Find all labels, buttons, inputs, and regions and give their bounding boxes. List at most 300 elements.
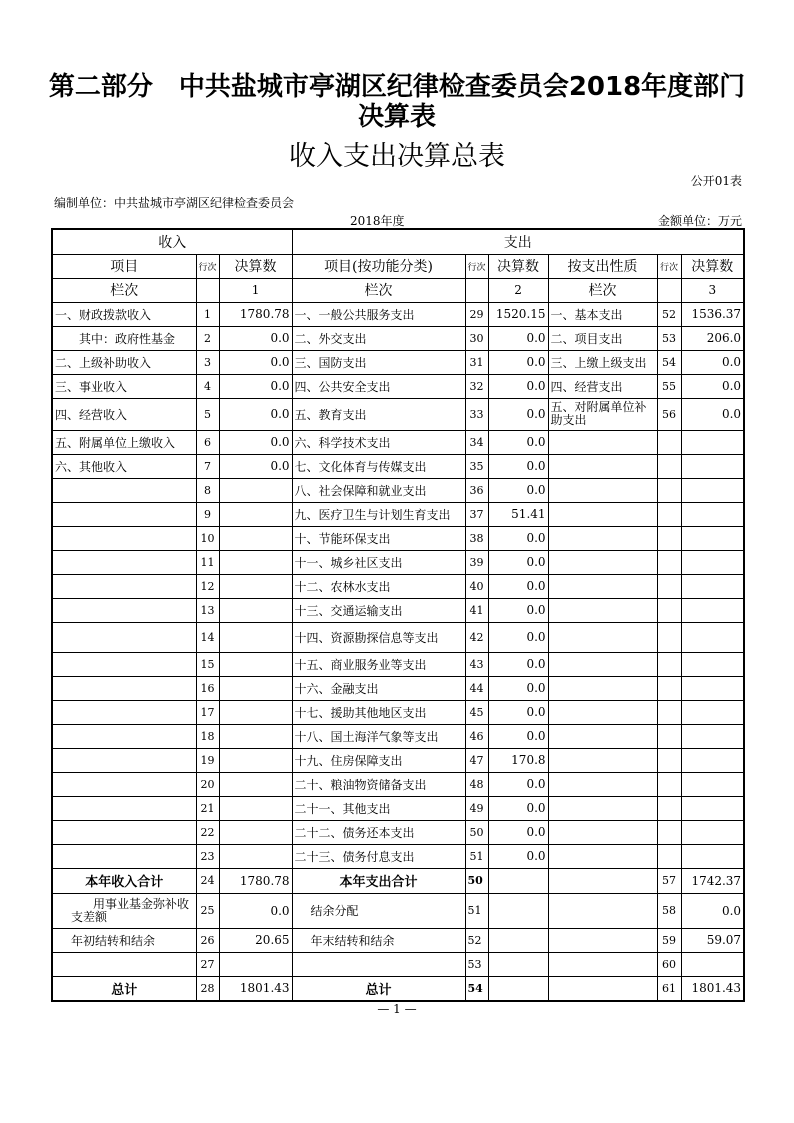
nature-amount: 0.0 <box>681 350 744 374</box>
table-row <box>52 700 744 724</box>
expense-item: 六、科学技术支出 <box>292 430 465 454</box>
income-row-no: 16 <box>196 676 219 700</box>
income-row-no: 26 <box>196 928 219 952</box>
income-amount <box>219 844 292 868</box>
nature-amount: 0.0 <box>681 893 744 928</box>
header-by-nature: 按支出性质 <box>548 254 657 278</box>
nature-item <box>548 550 657 574</box>
nature-amount <box>681 550 744 574</box>
nature-row-no: 52 <box>657 302 681 326</box>
income-item: 年初结转和结余 <box>52 928 196 952</box>
income-amount <box>219 550 292 574</box>
expense-row-no: 43 <box>465 652 488 676</box>
nature-amount <box>681 724 744 748</box>
table-title: 收入支出决算总表 <box>289 141 505 172</box>
income-item: 其中：政府性基金 <box>52 326 196 350</box>
nature-item <box>548 700 657 724</box>
nature-amount: 1801.43 <box>681 976 744 1001</box>
nature-item <box>548 724 657 748</box>
expense-item: 五、教育支出 <box>292 398 465 430</box>
expense-row-no: 30 <box>465 326 488 350</box>
expense-row-no: 53 <box>465 952 488 976</box>
expense-row-no: 36 <box>465 478 488 502</box>
income-amount <box>219 526 292 550</box>
table-row <box>52 478 744 502</box>
expense-amount: 0.0 <box>488 820 548 844</box>
table-row <box>52 430 744 454</box>
nature-item <box>548 574 657 598</box>
income-amount <box>219 676 292 700</box>
income-row-no: 12 <box>196 574 219 598</box>
nature-amount <box>681 844 744 868</box>
income-amount <box>219 772 292 796</box>
expense-item: 结余分配 <box>292 893 465 928</box>
expense-amount: 0.0 <box>488 844 548 868</box>
nature-row-no: 54 <box>657 350 681 374</box>
expense-row-no: 33 <box>465 398 488 430</box>
nature-row-no <box>657 796 681 820</box>
page-number: — 1 — <box>377 1002 417 1016</box>
nature-amount: 1536.37 <box>681 302 744 326</box>
income-amount <box>219 652 292 676</box>
nature-row-no <box>657 526 681 550</box>
nature-row-no <box>657 550 681 574</box>
nature-item <box>548 952 657 976</box>
nature-amount <box>681 700 744 724</box>
expense-row-no: 45 <box>465 700 488 724</box>
income-item <box>52 550 196 574</box>
expense-amount: 170.8 <box>488 748 548 772</box>
income-row-no: 4 <box>196 374 219 398</box>
nature-row-no <box>657 430 681 454</box>
income-item: 二、上级补助收入 <box>52 350 196 374</box>
nature-amount: 1742.37 <box>681 868 744 893</box>
income-item: 五、附属单位上缴收入 <box>52 430 196 454</box>
table-row <box>52 652 744 676</box>
nature-item <box>548 598 657 622</box>
expense-row-no: 37 <box>465 502 488 526</box>
expense-item: 十三、交通运输支出 <box>292 598 465 622</box>
table-row <box>52 724 744 748</box>
table-row <box>52 302 744 326</box>
nature-item: 二、项目支出 <box>548 326 657 350</box>
expense-row-no: 35 <box>465 454 488 478</box>
nature-item <box>548 430 657 454</box>
nature-amount <box>681 676 744 700</box>
expense-item: 七、文化体育与传媒支出 <box>292 454 465 478</box>
income-item <box>52 526 196 550</box>
income-row-no: 24 <box>196 868 219 893</box>
income-amount <box>219 700 292 724</box>
income-amount: 0.0 <box>219 454 292 478</box>
expense-item: 一、一般公共服务支出 <box>292 302 465 326</box>
empty-cell <box>196 278 219 302</box>
income-amount: 0.0 <box>219 350 292 374</box>
expense-item: 八、社会保障和就业支出 <box>292 478 465 502</box>
expense-item <box>292 952 465 976</box>
nature-row-no: 56 <box>657 398 681 430</box>
compiling-unit: 编制单位：中共盐城市亭湖区纪律检查委员会 <box>54 196 295 210</box>
income-item: 总计 <box>52 976 196 1001</box>
table-row <box>52 796 744 820</box>
fiscal-year: 2018年度 <box>350 214 405 228</box>
expense-item: 二十三、债务付息支出 <box>292 844 465 868</box>
nature-row-no: 61 <box>657 976 681 1001</box>
expense-item: 十八、国土海洋气象等支出 <box>292 724 465 748</box>
column-label: 栏次 <box>52 278 196 302</box>
table-row <box>52 326 744 350</box>
income-item: 三、事业收入 <box>52 374 196 398</box>
income-amount <box>219 796 292 820</box>
nature-item: 四、经营支出 <box>548 374 657 398</box>
expense-amount: 0.0 <box>488 430 548 454</box>
expense-amount: 0.0 <box>488 478 548 502</box>
table-row <box>52 502 744 526</box>
income-item <box>52 724 196 748</box>
expense-amount: 1520.15 <box>488 302 548 326</box>
income-item <box>52 574 196 598</box>
expense-amount: 0.0 <box>488 350 548 374</box>
nature-amount <box>681 454 744 478</box>
income-item: 一、财政拨款收入 <box>52 302 196 326</box>
income-item: 六、其他收入 <box>52 454 196 478</box>
column-number-3: 3 <box>681 278 744 302</box>
group-header-row <box>52 229 744 254</box>
amount-unit: 金额单位：万元 <box>657 214 742 228</box>
income-amount: 1780.78 <box>219 302 292 326</box>
table-row <box>52 622 744 652</box>
expense-row-no: 51 <box>465 844 488 868</box>
expense-row-no: 47 <box>465 748 488 772</box>
income-row-no: 5 <box>196 398 219 430</box>
nature-item: 五、对附属单位补助支出 <box>548 398 657 430</box>
expense-amount: 0.0 <box>488 550 548 574</box>
table-row <box>52 526 744 550</box>
nature-row-no: 59 <box>657 928 681 952</box>
income-amount <box>219 748 292 772</box>
expense-item: 十、节能环保支出 <box>292 526 465 550</box>
expense-item: 本年支出合计 <box>292 868 465 893</box>
expense-amount: 0.0 <box>488 574 548 598</box>
expense-row-no: 51 <box>465 893 488 928</box>
nature-amount <box>681 796 744 820</box>
income-row-no: 19 <box>196 748 219 772</box>
income-item <box>52 952 196 976</box>
income-item <box>52 796 196 820</box>
empty-cell <box>657 278 681 302</box>
nature-row-no <box>657 700 681 724</box>
income-amount <box>219 952 292 976</box>
nature-item <box>548 893 657 928</box>
expense-item: 总计 <box>292 976 465 1001</box>
income-amount <box>219 502 292 526</box>
income-amount <box>219 478 292 502</box>
column-number-1: 1 <box>219 278 292 302</box>
expense-amount: 0.0 <box>488 374 548 398</box>
expense-item: 年末结转和结余 <box>292 928 465 952</box>
expense-amount: 0.0 <box>488 398 548 430</box>
income-row-no: 20 <box>196 772 219 796</box>
income-amount: 0.0 <box>219 430 292 454</box>
income-item <box>52 772 196 796</box>
expense-amount <box>488 952 548 976</box>
income-amount: 1780.78 <box>219 868 292 893</box>
nature-item <box>548 622 657 652</box>
expense-item: 十九、住房保障支出 <box>292 748 465 772</box>
nature-item <box>548 772 657 796</box>
nature-amount <box>681 526 744 550</box>
nature-row-no <box>657 502 681 526</box>
table-row <box>52 676 744 700</box>
column-number-row <box>52 278 744 302</box>
table-row <box>52 820 744 844</box>
expense-row-no: 50 <box>465 868 488 893</box>
nature-row-no <box>657 724 681 748</box>
nature-item <box>548 796 657 820</box>
expense-row-no: 29 <box>465 302 488 326</box>
income-row-no: 10 <box>196 526 219 550</box>
income-amount <box>219 622 292 652</box>
nature-item <box>548 478 657 502</box>
expense-row-no: 44 <box>465 676 488 700</box>
table-row <box>52 398 744 430</box>
expense-item: 二十二、债务还本支出 <box>292 820 465 844</box>
nature-item <box>548 748 657 772</box>
header-row-no: 行次 <box>465 254 488 278</box>
nature-row-no: 58 <box>657 893 681 928</box>
income-row-no: 8 <box>196 478 219 502</box>
nature-row-no: 55 <box>657 374 681 398</box>
summary-row <box>52 893 744 928</box>
expense-amount <box>488 928 548 952</box>
expense-amount: 0.0 <box>488 796 548 820</box>
summary-row <box>52 928 744 952</box>
expense-row-no: 38 <box>465 526 488 550</box>
income-item <box>52 844 196 868</box>
document-title: 第二部分 中共盐城市亭湖区纪律检查委员会2018年度部门决算表 <box>48 72 746 132</box>
income-amount <box>219 598 292 622</box>
expense-row-no: 39 <box>465 550 488 574</box>
table-row <box>52 844 744 868</box>
nature-amount: 0.0 <box>681 374 744 398</box>
nature-amount: 206.0 <box>681 326 744 350</box>
expense-item: 十七、援助其他地区支出 <box>292 700 465 724</box>
income-amount: 1801.43 <box>219 976 292 1001</box>
income-item: 用事业基金弥补收支差额 <box>52 893 196 928</box>
nature-row-no <box>657 844 681 868</box>
nature-row-no <box>657 454 681 478</box>
empty-cell <box>465 278 488 302</box>
income-item <box>52 700 196 724</box>
nature-item <box>548 454 657 478</box>
nature-amount <box>681 772 744 796</box>
nature-amount <box>681 952 744 976</box>
expense-row-no: 54 <box>465 976 488 1001</box>
expense-amount: 0.0 <box>488 724 548 748</box>
income-item: 本年收入合计 <box>52 868 196 893</box>
income-amount <box>219 724 292 748</box>
expense-amount <box>488 976 548 1001</box>
income-row-no: 17 <box>196 700 219 724</box>
nature-row-no: 53 <box>657 326 681 350</box>
income-amount <box>219 820 292 844</box>
nature-row-no <box>657 574 681 598</box>
summary-row <box>52 952 744 976</box>
income-row-no: 18 <box>196 724 219 748</box>
nature-row-no <box>657 598 681 622</box>
income-row-no: 27 <box>196 952 219 976</box>
income-row-no: 25 <box>196 893 219 928</box>
income-expense-table <box>51 228 745 1002</box>
expense-row-no: 34 <box>465 430 488 454</box>
header-row-no: 行次 <box>657 254 681 278</box>
income-group-header: 收入 <box>52 229 292 254</box>
summary-row <box>52 976 744 1001</box>
income-item <box>52 478 196 502</box>
header-amount: 决算数 <box>681 254 744 278</box>
nature-row-no <box>657 748 681 772</box>
nature-amount <box>681 820 744 844</box>
nature-row-no <box>657 772 681 796</box>
income-item <box>52 502 196 526</box>
expense-row-no: 48 <box>465 772 488 796</box>
nature-row-no <box>657 676 681 700</box>
nature-item <box>548 976 657 1001</box>
expense-item: 二、外交支出 <box>292 326 465 350</box>
expense-item: 四、公共安全支出 <box>292 374 465 398</box>
expense-row-no: 40 <box>465 574 488 598</box>
income-row-no: 11 <box>196 550 219 574</box>
income-row-no: 9 <box>196 502 219 526</box>
expense-item: 十一、城乡社区支出 <box>292 550 465 574</box>
expense-row-no: 31 <box>465 350 488 374</box>
table-row <box>52 574 744 598</box>
nature-item <box>548 676 657 700</box>
table-row <box>52 598 744 622</box>
expense-amount <box>488 868 548 893</box>
expense-item: 十五、商业服务业等支出 <box>292 652 465 676</box>
table-row <box>52 350 744 374</box>
income-row-no: 23 <box>196 844 219 868</box>
expense-row-no: 49 <box>465 796 488 820</box>
column-header-row <box>52 254 744 278</box>
column-label: 栏次 <box>292 278 465 302</box>
expense-amount: 0.0 <box>488 676 548 700</box>
expense-amount <box>488 893 548 928</box>
header-item: 项目 <box>52 254 196 278</box>
income-row-no: 15 <box>196 652 219 676</box>
expense-item: 九、医疗卫生与计划生育支出 <box>292 502 465 526</box>
expense-item: 十四、资源勘探信息等支出 <box>292 622 465 652</box>
summary-row <box>52 868 744 893</box>
header-row-no: 行次 <box>196 254 219 278</box>
nature-amount <box>681 478 744 502</box>
nature-row-no <box>657 622 681 652</box>
income-item <box>52 622 196 652</box>
expense-amount: 0.0 <box>488 326 548 350</box>
expense-item: 二十一、其他支出 <box>292 796 465 820</box>
table-row <box>52 454 744 478</box>
nature-item <box>548 820 657 844</box>
nature-item <box>548 844 657 868</box>
income-row-no: 13 <box>196 598 219 622</box>
expense-item: 十六、金融支出 <box>292 676 465 700</box>
expense-item: 十二、农林水支出 <box>292 574 465 598</box>
nature-item: 一、基本支出 <box>548 302 657 326</box>
income-row-no: 21 <box>196 796 219 820</box>
nature-row-no: 60 <box>657 952 681 976</box>
table-row <box>52 374 744 398</box>
income-item <box>52 748 196 772</box>
nature-amount <box>681 622 744 652</box>
table-row <box>52 550 744 574</box>
income-item: 四、经营收入 <box>52 398 196 430</box>
nature-amount <box>681 502 744 526</box>
income-row-no: 7 <box>196 454 219 478</box>
income-amount: 0.0 <box>219 398 292 430</box>
nature-amount <box>681 598 744 622</box>
header-amount: 决算数 <box>488 254 548 278</box>
expense-row-no: 32 <box>465 374 488 398</box>
nature-row-no: 57 <box>657 868 681 893</box>
expense-amount: 0.0 <box>488 598 548 622</box>
income-item <box>52 820 196 844</box>
column-number-2: 2 <box>488 278 548 302</box>
nature-row-no <box>657 820 681 844</box>
column-label: 栏次 <box>548 278 657 302</box>
table-row <box>52 772 744 796</box>
income-amount: 20.65 <box>219 928 292 952</box>
income-row-no: 2 <box>196 326 219 350</box>
nature-row-no <box>657 652 681 676</box>
nature-row-no <box>657 478 681 502</box>
expense-row-no: 52 <box>465 928 488 952</box>
nature-item <box>548 526 657 550</box>
nature-amount <box>681 748 744 772</box>
income-item <box>52 676 196 700</box>
expense-row-no: 46 <box>465 724 488 748</box>
expense-group-header: 支出 <box>292 229 744 254</box>
expense-amount: 0.0 <box>488 526 548 550</box>
expense-row-no: 41 <box>465 598 488 622</box>
nature-item <box>548 652 657 676</box>
income-row-no: 22 <box>196 820 219 844</box>
nature-amount: 59.07 <box>681 928 744 952</box>
nature-item <box>548 502 657 526</box>
expense-amount: 0.0 <box>488 454 548 478</box>
nature-amount <box>681 652 744 676</box>
nature-amount: 0.0 <box>681 398 744 430</box>
expense-amount: 0.0 <box>488 772 548 796</box>
nature-item <box>548 868 657 893</box>
income-amount: 0.0 <box>219 893 292 928</box>
expense-item: 三、国防支出 <box>292 350 465 374</box>
income-item <box>52 598 196 622</box>
nature-item <box>548 928 657 952</box>
nature-amount <box>681 430 744 454</box>
expense-amount: 0.0 <box>488 622 548 652</box>
income-row-no: 14 <box>196 622 219 652</box>
income-item <box>52 652 196 676</box>
expense-row-no: 50 <box>465 820 488 844</box>
nature-amount <box>681 574 744 598</box>
income-row-no: 3 <box>196 350 219 374</box>
table-row <box>52 748 744 772</box>
expense-item: 二十、粮油物资储备支出 <box>292 772 465 796</box>
expense-row-no: 42 <box>465 622 488 652</box>
income-amount: 0.0 <box>219 374 292 398</box>
income-amount <box>219 574 292 598</box>
